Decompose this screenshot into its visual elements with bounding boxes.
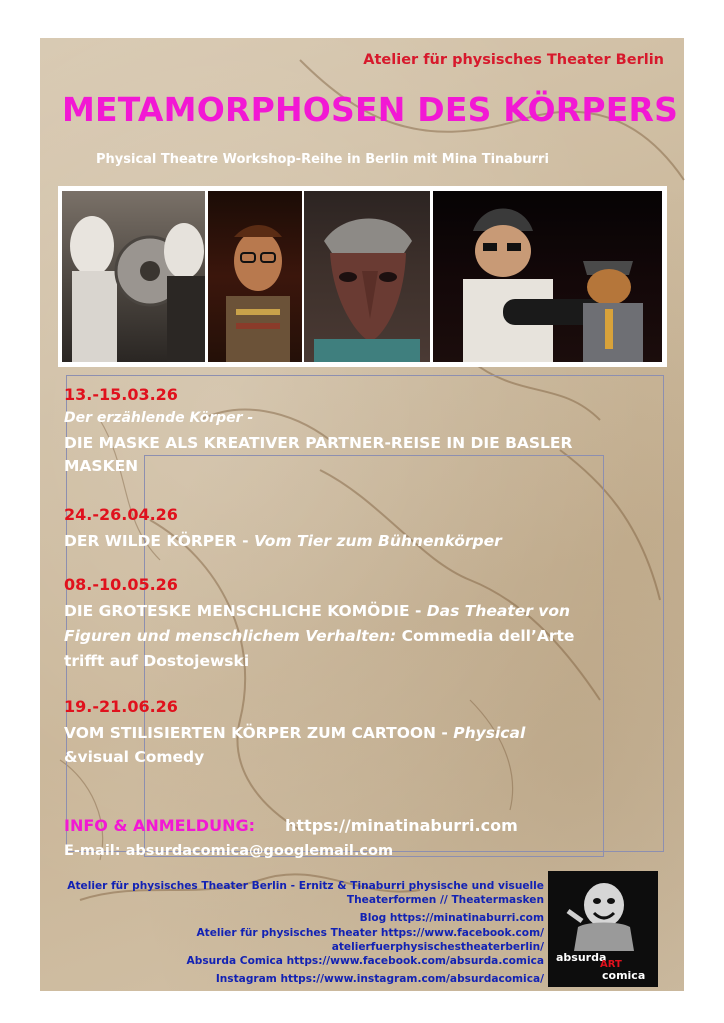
info-label: INFO & ANMELDUNG:	[64, 816, 255, 835]
bottom-margin	[0, 991, 724, 1023]
commedia-mask-photo-icon	[304, 191, 430, 362]
event-2-subtitle: Vom Tier zum Bühnenkörper	[253, 532, 502, 550]
top-margin	[0, 0, 724, 38]
event-3-line2	[64, 625, 574, 648]
footer-blog-link[interactable]: Blog https://minatinaburri.com	[359, 912, 544, 924]
footer-facebook-atelier-link[interactable]: Atelier für physisches Theater https://www.facebook.com/	[196, 927, 544, 939]
logo-word-1: absurda	[556, 951, 607, 964]
event-1-title-line1: DIE MASKE ALS KREATIVER PARTNER-REISE IN DIE BASLER	[64, 434, 573, 452]
event-3-line1	[64, 600, 570, 623]
masked-performers-photo-icon	[62, 191, 205, 362]
left-margin	[0, 0, 40, 1023]
clown-duo-photo-icon	[433, 191, 662, 362]
event-4-line1	[64, 722, 525, 745]
event-4-subtitle-part1: Physical	[453, 724, 526, 742]
actor-with-glasses-photo-icon	[208, 191, 302, 362]
page-title: METAMORPHOSEN DES KÖRPERS	[62, 90, 679, 129]
organization-header: Atelier für physisches Theater Berlin	[363, 52, 664, 68]
event-3-date: 08.-10.05.26	[64, 575, 178, 594]
footer-facebook-atelier-link-cont[interactable]: atelierfuerphysischestheaterberlin/	[331, 941, 544, 953]
event-4-title: VOM STILISIERTEN KÖRPER ZUM CARTOON -	[64, 724, 448, 742]
event-4-subtitle-part2: &visual Comedy	[64, 748, 205, 766]
info-website-link[interactable]: https://minatinaburri.com	[285, 816, 518, 835]
event-2-line	[64, 530, 502, 553]
event-3-subtitle-part1: Das Theater von	[426, 602, 571, 620]
footer-instagram-link[interactable]: Instagram https://www.instagram.com/absurdacomica/	[215, 973, 544, 985]
logo-word-2: ART	[600, 959, 622, 970]
event-3-title: DIE GROTESKE MENSCHLICHE KOMÖDIE -	[64, 602, 422, 620]
event-4-date: 19.-21.06.26	[64, 697, 178, 716]
event-2-date: 24.-26.04.26	[64, 505, 178, 524]
contact-email[interactable]: E-mail: absurdacomica@googlemail.com	[64, 843, 394, 859]
event-2-title: DER WILDE KÖRPER -	[64, 532, 249, 550]
footer-facebook-absurda-link[interactable]: Absurda Comica https://www.facebook.com/absurda.comica	[186, 955, 544, 967]
photo-strip	[58, 186, 667, 367]
event-3-tail-part2: trifft auf Dostojewski	[64, 652, 250, 670]
footer-line-1: Atelier für physisches Theater Berlin - Ernitz & Tinaburri physische und visuelle	[67, 880, 544, 892]
logo-word-3: comica	[602, 969, 646, 982]
event-3-subtitle-part2: Figuren und menschlichem Verhalten:	[64, 627, 397, 645]
absurda-comica-logo-icon	[548, 871, 658, 987]
event-1-date: 13.-15.03.26	[64, 385, 178, 404]
event-1-subtitle: Der erzählende Körper -	[64, 410, 254, 426]
page-subtitle: Physical Theatre Workshop-Reihe in Berlin mit Mina Tinaburri	[96, 152, 549, 167]
event-3-tail-part1: Commedia dell’Arte	[401, 627, 575, 645]
right-margin	[684, 0, 724, 1023]
footer-line-2: Theaterformen // Theatermasken	[346, 894, 544, 906]
event-1-title-line2: MASKEN	[64, 457, 139, 475]
